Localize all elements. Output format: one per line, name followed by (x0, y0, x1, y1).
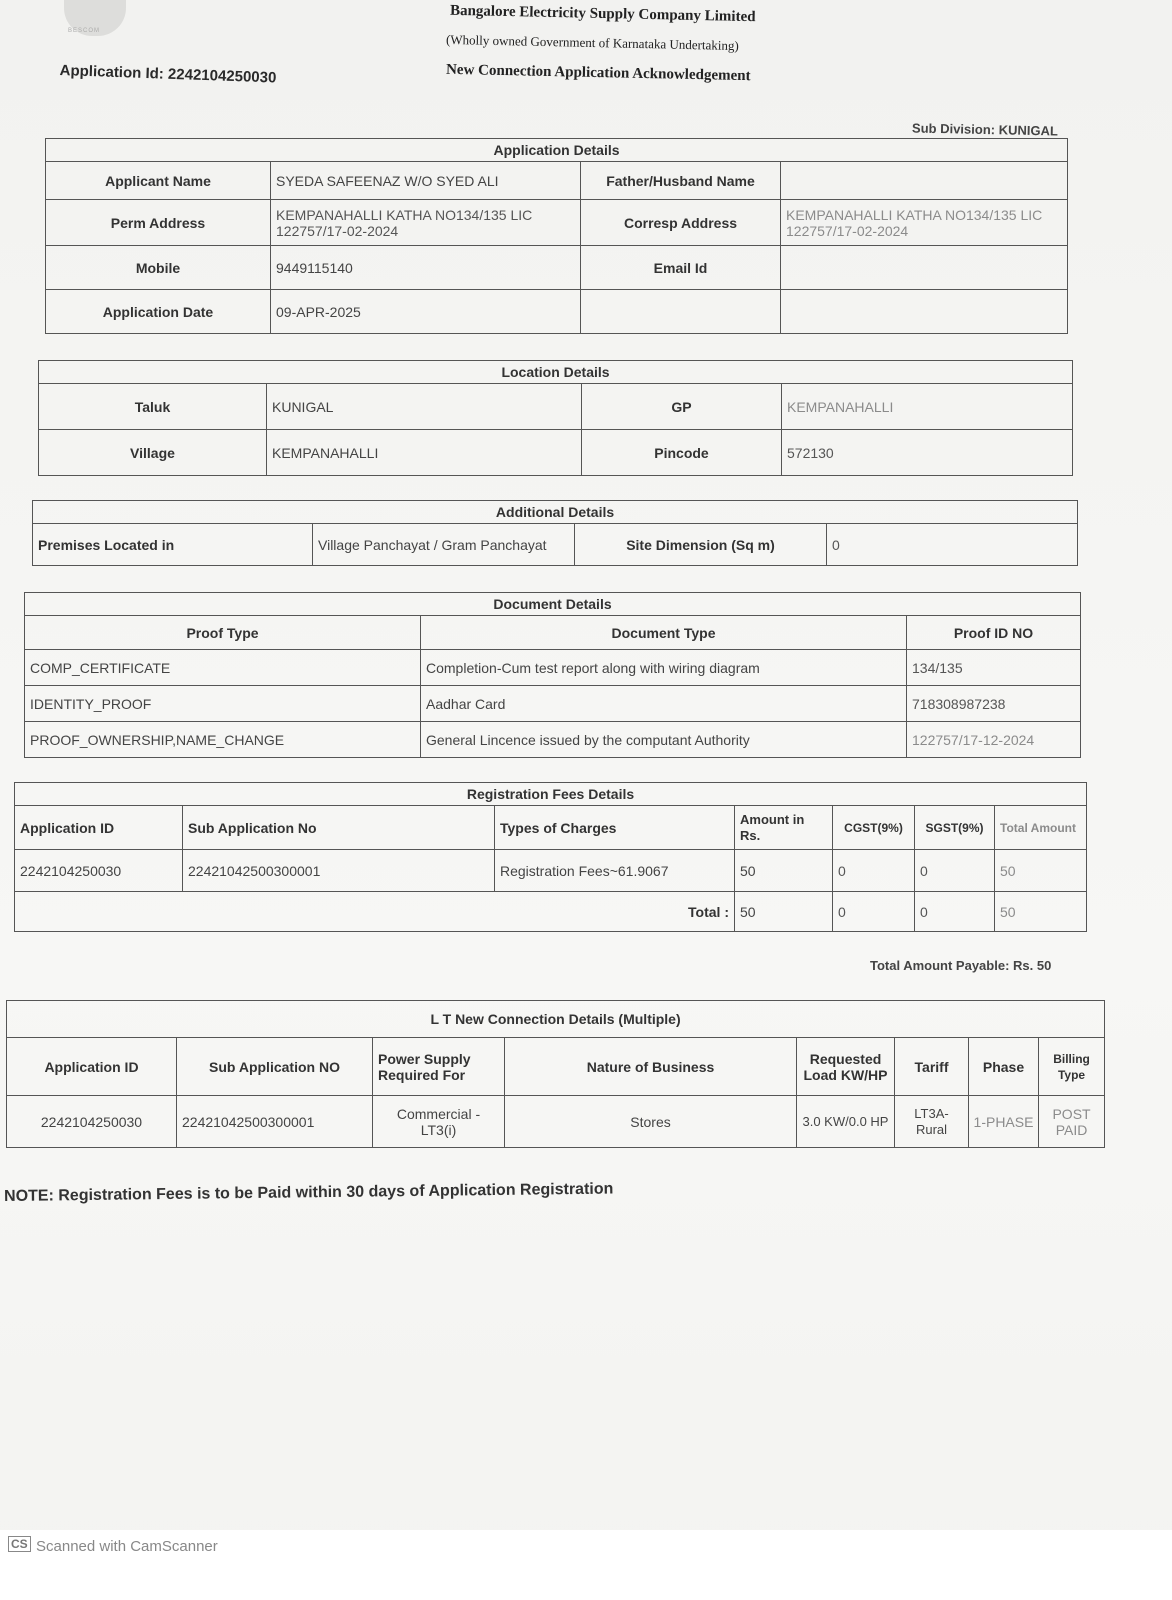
column-header: Billing Type (1039, 1038, 1105, 1096)
document-title: New Connection Application Acknowledgement (445, 61, 751, 85)
column-header: Application ID (15, 806, 183, 850)
taluk-label: Taluk (39, 384, 267, 430)
section-title: L T New Connection Details (Multiple) (7, 1001, 1105, 1038)
sub-application-no: 22421042500300001 (183, 850, 495, 892)
requested-load: 3.0 KW/0.0 HP (797, 1096, 895, 1148)
proof-id: 134/135 (907, 650, 1081, 686)
father-husband-value (781, 162, 1068, 200)
proof-type: COMP_CERTIFICATE (25, 650, 421, 686)
additional-details-table (32, 500, 1078, 566)
document-type: Aadhar Card (421, 686, 907, 722)
corresp-address-value: KEMPANAHALLI KATHA NO134/135 LIC 122757/17-02-2024 (781, 200, 1068, 246)
column-header: Document Type (421, 616, 907, 650)
sub-division: Sub Division: KUNIGAL (911, 120, 1059, 139)
premises-label: Premises Located in (33, 524, 313, 566)
mobile-label: Mobile (46, 246, 271, 290)
charge-type: Registration Fees~61.9067 (495, 850, 735, 892)
grand-total: 50 (995, 892, 1087, 932)
column-header: Nature of Business (505, 1038, 797, 1096)
table-row (25, 686, 1081, 722)
company-logo: BESCOM (64, 0, 126, 36)
column-header: Amount in Rs. (735, 806, 833, 850)
nature-of-business: Stores (505, 1096, 797, 1148)
section-title: Document Details (25, 593, 1081, 616)
total-cgst: 0 (833, 892, 915, 932)
village-value: KEMPANAHALLI (267, 430, 582, 476)
column-header: Tariff (895, 1038, 969, 1096)
application-details-table (45, 138, 1068, 334)
application-id-heading: Application Id: 2242104250030 (59, 62, 277, 87)
power-supply-for: Commercial - LT3(i) (373, 1096, 505, 1148)
gp-label: GP (582, 384, 782, 430)
premises-value: Village Panchayat / Gram Panchayat (313, 524, 575, 566)
registration-fees-table (14, 782, 1087, 932)
total-amount: 50 (995, 850, 1087, 892)
application-date-label: Application Date (46, 290, 271, 334)
total-amount: 50 (735, 892, 833, 932)
total-sgst: 0 (915, 892, 995, 932)
scanner-watermark: Scanned with CamScanner (36, 1538, 218, 1555)
section-title: Registration Fees Details (15, 783, 1087, 806)
billing-type: POST PAID (1039, 1096, 1105, 1148)
section-title: Location Details (39, 361, 1073, 384)
father-husband-label: Father/Husband Name (581, 162, 781, 200)
perm-address-value: KEMPANAHALLI KATHA NO134/135 LIC 122757/17-02-2024 (271, 200, 581, 246)
site-dimension-value: 0 (827, 524, 1078, 566)
tariff: LT3A-Rural (895, 1096, 969, 1148)
column-header: Proof ID NO (907, 616, 1081, 650)
document-details-table (24, 592, 1081, 758)
application-date-value: 09-APR-2025 (271, 290, 581, 334)
mobile-value: 9449115140 (271, 246, 581, 290)
applicant-name-value: SYEDA SAFEENAZ W/O SYED ALI (271, 162, 581, 200)
total-label: Total : (15, 892, 735, 932)
payment-note: NOTE: Registration Fees is to be Paid within 30 days of Application Registration (4, 1180, 614, 1205)
empty-cell (581, 290, 781, 334)
company-subtitle: (Wholly owned Government of Karnataka Undertaking) (445, 31, 739, 54)
pincode-value: 572130 (782, 430, 1073, 476)
table-row (7, 1096, 1105, 1148)
column-header: Types of Charges (495, 806, 735, 850)
table-row (15, 850, 1087, 892)
column-header: Sub Application NO (177, 1038, 373, 1096)
pincode-label: Pincode (582, 430, 782, 476)
proof-id: 718308987238 (907, 686, 1081, 722)
table-row (25, 722, 1081, 758)
lt-connection-table (6, 1000, 1105, 1148)
column-header: Sub Application No (183, 806, 495, 850)
perm-address-label: Perm Address (46, 200, 271, 246)
document-type: General Lincence issued by the computant Authority (421, 722, 907, 758)
email-value (781, 246, 1068, 290)
section-title: Application Details (46, 139, 1068, 162)
total-amount-payable: Total Amount Payable: Rs. 50 (870, 958, 1052, 973)
cgst: 0 (833, 850, 915, 892)
column-header: Total Amount (995, 806, 1087, 850)
column-header: Application ID (7, 1038, 177, 1096)
column-header: Requested Load KW/HP (797, 1038, 895, 1096)
camscanner-logo: CS (8, 1536, 31, 1552)
application-id: 2242104250030 (7, 1096, 177, 1148)
corresp-address-label: Corresp Address (581, 200, 781, 246)
section-title: Additional Details (33, 501, 1078, 524)
empty-cell (781, 290, 1068, 334)
proof-id: 122757/17-12-2024 (907, 722, 1081, 758)
proof-type: PROOF_OWNERSHIP,NAME_CHANGE (25, 722, 421, 758)
total-row (15, 892, 1087, 932)
column-header: Power Supply Required For (373, 1038, 505, 1096)
email-label: Email Id (581, 246, 781, 290)
amount: 50 (735, 850, 833, 892)
site-dimension-label: Site Dimension (Sq m) (575, 524, 827, 566)
table-row (25, 650, 1081, 686)
village-label: Village (39, 430, 267, 476)
column-header: SGST(9%) (915, 806, 995, 850)
applicant-name-label: Applicant Name (46, 162, 271, 200)
column-header: Proof Type (25, 616, 421, 650)
taluk-value: KUNIGAL (267, 384, 582, 430)
gp-value: KEMPANAHALLI (782, 384, 1073, 430)
phase: 1-PHASE (969, 1096, 1039, 1148)
column-header: CGST(9%) (833, 806, 915, 850)
sgst: 0 (915, 850, 995, 892)
document-type: Completion-Cum test report along with wiring diagram (421, 650, 907, 686)
company-name: Bangalore Electricity Supply Company Limited (449, 2, 756, 26)
location-details-table (38, 360, 1073, 476)
application-id: 2242104250030 (15, 850, 183, 892)
sub-application-no: 22421042500300001 (177, 1096, 373, 1148)
column-header: Phase (969, 1038, 1039, 1096)
proof-type: IDENTITY_PROOF (25, 686, 421, 722)
